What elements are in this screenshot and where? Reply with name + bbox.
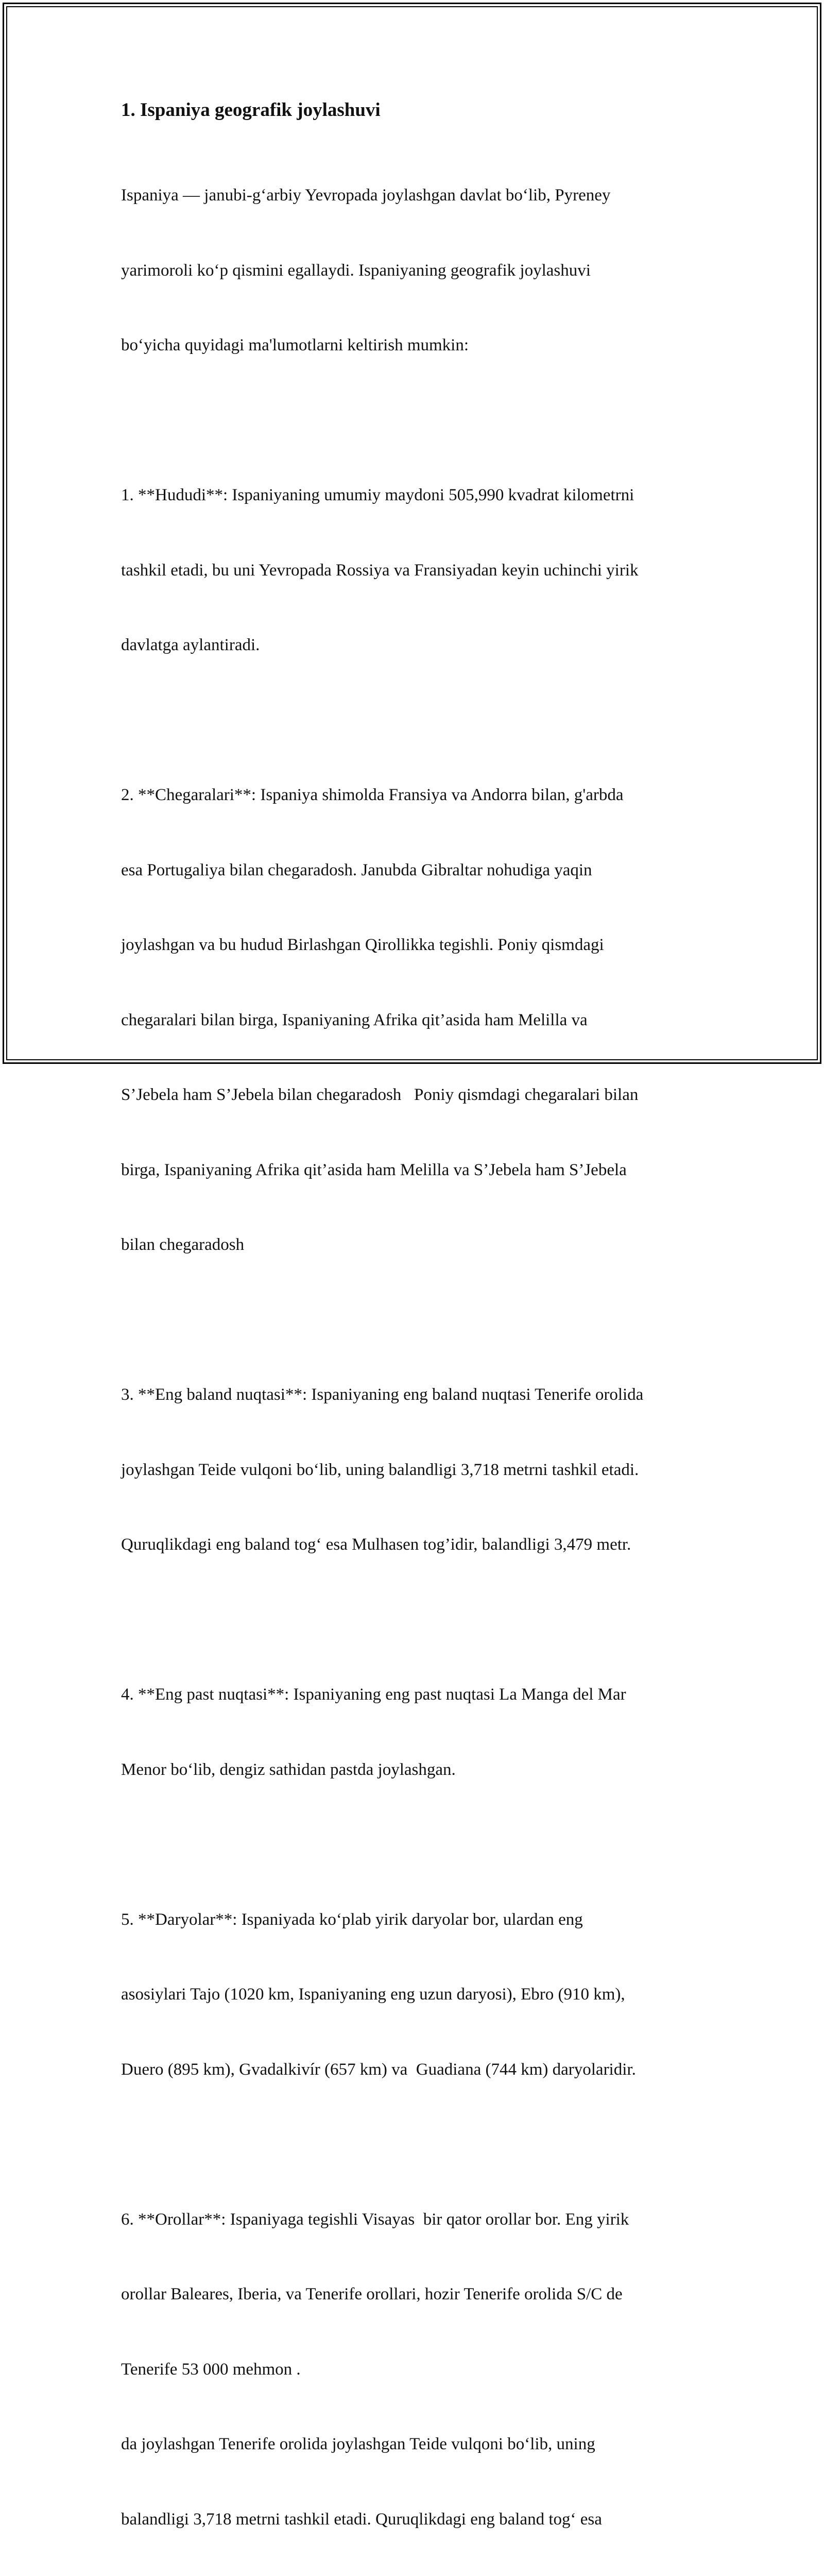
text-line: S’Jebela ham S’Jebela bilan chegaradosh Poniy qismdagi chegaralari bilan (121, 1082, 708, 1108)
text-line: bilan chegaradosh (121, 1232, 708, 1258)
text-line: 3. **Eng baland nuqtasi**: Ispaniyaning eng baland nuqtasi Tenerife orolida (121, 1382, 708, 1408)
text-line: Menor bo‘lib, dengiz sathidan pastda joylashgan. (121, 1757, 708, 1783)
text-line: joylashgan va bu hudud Birlashgan Qirollikka tegishli. Poniy qismdagi (121, 933, 708, 958)
paragraph-daryolar (121, 1857, 708, 2132)
text-line: tashkil etadi, bu uni Yevropada Rossiya va Fransiyadan keyin uchinchi yirik (121, 558, 708, 583)
text-line: Duero (895 km), Gvadalkivír (657 km) va Guadiana (744 km) daryolaridir. (121, 2057, 708, 2082)
text-line: bo‘yicha quyidagi ma'lumotlarni keltirish mumkin: (121, 333, 708, 358)
text-line: 2. **Chegaralari**: Ispaniya shimolda Fransiya va Andorra bilan, g'arbda (121, 783, 708, 808)
text-line: joylashgan Teide vulqoni bo‘lib, uning balandligi 3,718 metrni tashkil etadi. (121, 1458, 708, 1483)
text-line: 4. **Eng past nuqtasi**: Ispaniyaning eng past nuqtasi La Manga del Mar (121, 1682, 708, 1707)
text-line: davlatga aylantiradi. (121, 633, 708, 658)
section-heading: 1. Ispaniya geografik joylashuvi (121, 98, 708, 123)
text-line: orollar Baleares, Iberia, va Tenerife orollari, hozir Tenerife orolida S/C de (121, 2282, 708, 2307)
text-line: Tenerife 53 000 mehmon . (121, 2357, 708, 2382)
text-line: 1. **Hududi**: Ispaniyaning umumiy maydoni 505,990 kvadrat kilometrni (121, 483, 708, 508)
paragraph-chegaralari (121, 733, 708, 1308)
text-line: 5. **Daryolar**: Ispaniyada ko‘plab yirik daryolar bor, ulardan eng (121, 1907, 708, 1933)
paragraph-hududi (121, 433, 708, 708)
document-body (121, 98, 708, 2576)
text-line: esa Portugaliya bilan chegaradosh. Janubda Gibraltar nohudiga yaqin (121, 858, 708, 883)
text-line: da joylashgan Tenerife orolida joylashgan Teide vulqoni bo‘lib, uning (121, 2432, 708, 2457)
text-line: Quruqlikdagi eng baland tog‘ esa Mulhasen tog’idir, balandligi 3,479 metr. (121, 1532, 708, 1557)
text-line: asosiylari Tajo (1020 km, Ispaniyaning eng uzun daryosi), Ebro (910 km), (121, 1982, 708, 2007)
text-line: Ispaniya — janubi-g‘arbiy Yevropada joylashgan davlat bo‘lib, Pyreney (121, 183, 708, 208)
paragraph-orollar (121, 2157, 708, 2576)
paragraph-eng-past (121, 1632, 708, 1832)
text-line: 6. **Orollar**: Ispaniyaga tegishli Visayas bir qator orollar bor. Eng yirik (121, 2207, 708, 2232)
text-line: birga, Ispaniyaning Afrika qit’asida ham Melilla va S’Jebela ham S’Jebela (121, 1158, 708, 1183)
paragraph-intro (121, 133, 708, 408)
paragraph-eng-baland (121, 1332, 708, 1607)
text-line: chegaralari bilan birga, Ispaniyaning Afrika qit’asida ham Melilla va (121, 1008, 708, 1033)
text-line: balandligi 3,718 metrni tashkil etadi. Quruqlikdagi eng baland tog‘ esa (121, 2507, 708, 2532)
text-line: yarimoroli ko‘p qismini egallaydi. Ispaniyaning geografik joylashuvi (121, 258, 708, 283)
